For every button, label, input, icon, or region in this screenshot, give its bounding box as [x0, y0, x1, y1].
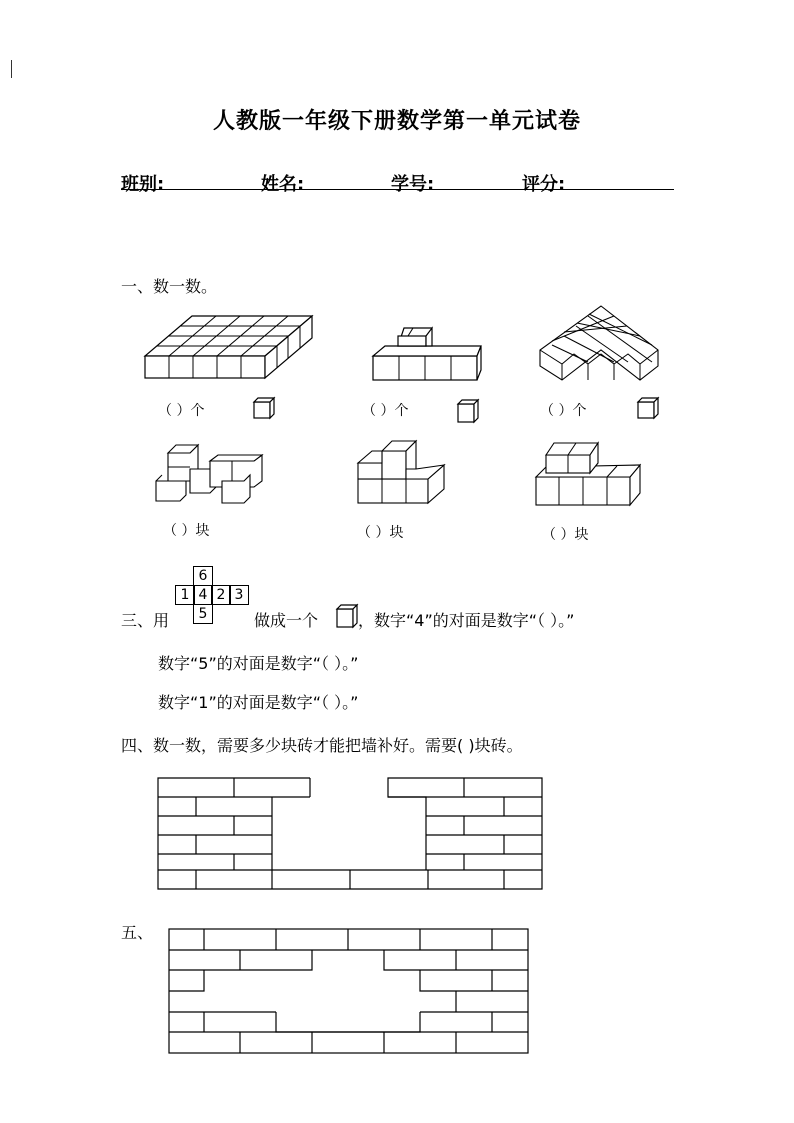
net-cell: 5	[193, 604, 213, 624]
blank-figure2[interactable]: （ ）个	[362, 403, 409, 419]
cube-icon	[456, 398, 480, 424]
cube-pyramid-figure	[536, 304, 666, 384]
section5-label: 五、	[121, 923, 154, 942]
block-figure-5	[352, 435, 452, 507]
cube-net	[175, 566, 249, 622]
block-figure-6	[532, 437, 647, 509]
name-label: 姓名:	[261, 174, 305, 195]
net-cell: 6	[193, 566, 213, 586]
net-cell: 4	[193, 585, 213, 605]
cube-icon	[335, 603, 359, 629]
net-cell: 2	[211, 585, 231, 605]
info-underline	[121, 189, 674, 190]
section4-question: 四、数一数，需要多少块砖才能把墙补好。需要( )块砖。	[121, 736, 523, 755]
student-number-label: 学号:	[391, 174, 435, 195]
cube-step-figure	[368, 322, 488, 384]
block-figure-4	[150, 433, 275, 508]
blank-figure3[interactable]: （ ）个	[540, 403, 587, 419]
section1-heading: 一、数一数。	[121, 277, 218, 296]
blank-figure1[interactable]: （ ）个	[158, 403, 205, 419]
blank-figure5[interactable]: （ ）块	[357, 525, 404, 541]
cube-icon	[636, 396, 660, 420]
page-title: 人教版一年级下册数学第一单元试卷	[212, 109, 581, 134]
section3-question-2: 数字“5”的对面是数字“（ ）。”	[158, 654, 359, 673]
section3-middle: 做成一个	[254, 611, 319, 630]
blank-figure4[interactable]: （ ）块	[163, 523, 210, 539]
text-cursor	[11, 60, 12, 78]
net-cell: 3	[229, 585, 249, 605]
net-cell: 1	[175, 585, 195, 605]
blank-figure6[interactable]: （ ）块	[542, 527, 589, 543]
cube-icon	[252, 396, 276, 420]
section3-question-3: 数字“1”的对面是数字“（ ）。”	[158, 693, 359, 712]
brick-wall-figure-1	[150, 770, 550, 895]
cube-slab-figure	[140, 310, 320, 385]
brick-wall-figure-2	[168, 928, 530, 1056]
class-label: 班别:	[121, 174, 165, 195]
score-label: 评分:	[522, 174, 566, 195]
section3-question-1: ，数字“4”的对面是数字“（ ）。”	[358, 611, 575, 630]
section3-prefix: 三、用	[121, 611, 170, 630]
